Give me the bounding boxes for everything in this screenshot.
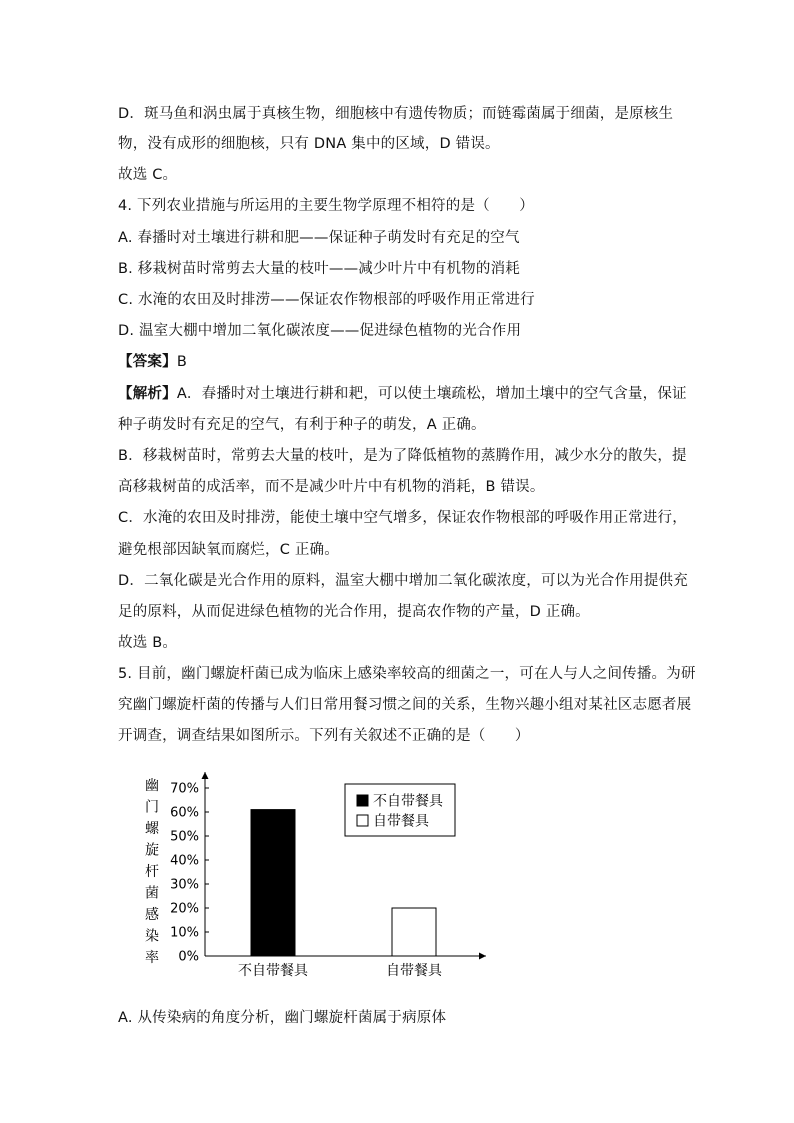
y-axis-arrow	[202, 772, 209, 779]
legend-label: 不自带餐具	[373, 793, 443, 810]
question-4-stem: 4. 下列农业措施与所运用的主要生物学原理不相符的是（ ）	[118, 198, 534, 214]
question-4-option-c: C. 水淹的农田及时排涝——保证农作物根部的呼吸作用正常进行	[118, 292, 535, 308]
y-axis-label-char: 率	[145, 950, 159, 966]
y-tick-label: 50%	[170, 829, 199, 845]
question-4-option-b: B. 移栽树苗时常剪去大量的枝叶——减少叶片中有机物的消耗	[118, 261, 520, 277]
analysis-line1	[118, 384, 687, 404]
analysis-line5: C．水淹的农田及时排涝，能使土壤中空气增多，保证农作物根部的呼吸作用正常进行，	[118, 510, 687, 526]
y-axis-label-char: 杆	[145, 864, 159, 880]
y-tick-label: 30%	[170, 877, 199, 893]
bar-no-own-utensils	[251, 810, 295, 956]
bar-own-utensils	[392, 908, 436, 956]
y-axis-label-char: 染	[145, 928, 159, 945]
legend	[345, 784, 455, 836]
question-5-stem-line2: 究幽门螺旋杆菌的传播与人们日常用餐习惯之间的关系，生物兴趣小组对某社区志愿者展	[118, 697, 692, 713]
question-4-answer	[118, 352, 187, 372]
option-d-explanation-line1: D．斑马鱼和涡虫属于真核生物，细胞核中有遗传物质；而链霉菌属于细菌，是原核生	[118, 106, 674, 122]
y-tick-label: 20%	[170, 901, 199, 917]
y-axis-label-char: 幽	[145, 778, 159, 794]
answer-choice-q3: 故选 C。	[118, 167, 178, 183]
y-tick-label: 10%	[170, 925, 199, 941]
analysis-line8: 足的原料，从而促进绿色植物的光合作用，提高农作物的产量，D 正确。	[118, 604, 590, 620]
question-4-option-a: A. 春播时对土壤进行耕和肥——保证种子萌发时有充足的空气	[118, 230, 520, 246]
analysis-label: 【解析】	[118, 386, 177, 402]
analysis-text: A．春播时对土壤进行耕和耙，可以使土壤疏松，增加土壤中的空气含量，保证	[176, 386, 687, 402]
legend-swatch	[357, 795, 368, 806]
x-tick-label: 不自带餐具	[238, 963, 308, 979]
question-5-stem-line3: 开调查，调查结果如图所示。下列有关叙述不正确的是（ ）	[118, 728, 530, 744]
answer-choice-q4: 故选 B。	[118, 635, 178, 651]
analysis-line2: 种子萌发时有充足的空气，有利于种子的萌发，A 正确。	[118, 417, 486, 433]
y-tick-label: 0%	[178, 949, 199, 965]
legend-swatch	[357, 815, 368, 826]
analysis-line7: D．二氧化碳是光合作用的原料，温室大棚中增加二氧化碳浓度，可以为光合作用提供充	[118, 573, 688, 589]
y-axis-label-char: 旋	[145, 842, 159, 859]
infection-rate-bar-chart	[130, 760, 510, 990]
y-axis-label-char: 门	[145, 799, 159, 816]
option-d-explanation-line2: 物，没有成形的细胞核，只有 DNA 集中的区域，D 错误。	[118, 136, 500, 152]
x-tick-label: 自带餐具	[386, 963, 442, 979]
y-axis-label-char: 螺	[145, 821, 159, 837]
y-axis-ticks	[170, 782, 209, 965]
answer-label: 【答案】	[118, 354, 177, 370]
y-axis-label-char: 菌	[145, 885, 159, 902]
y-tick-label: 40%	[170, 853, 199, 869]
question-5-option-a: A. 从传染病的角度分析，幽门螺旋杆菌属于病原体	[118, 1010, 447, 1026]
x-axis-arrow	[479, 953, 486, 960]
question-4-option-d: D. 温室大棚中增加二氧化碳浓度——促进绿色植物的光合作用	[118, 323, 522, 339]
answer-value: B	[176, 354, 187, 370]
y-tick-label: 70%	[170, 781, 199, 797]
legend-label: 自带餐具	[373, 813, 429, 830]
analysis-line4: 高移栽树苗的成活率，而不是减少叶片中有机物的消耗，B 错误。	[118, 479, 545, 495]
y-tick-label: 60%	[170, 805, 199, 821]
y-axis-label-char: 感	[145, 907, 159, 923]
analysis-line3: B．移栽树苗时，常剪去大量的枝叶，是为了降低植物的蒸腾作用，减少水分的散失，提	[118, 448, 687, 464]
x-axis-ticks	[238, 962, 443, 979]
y-axis-label	[145, 778, 160, 966]
analysis-line6: 避免根部因缺氧而腐烂，C 正确。	[118, 542, 339, 558]
question-5-stem-line1: 5. 目前，幽门螺旋杆菌已成为临床上感染率较高的细菌之一，可在人与人之间传播。为研	[118, 666, 696, 682]
